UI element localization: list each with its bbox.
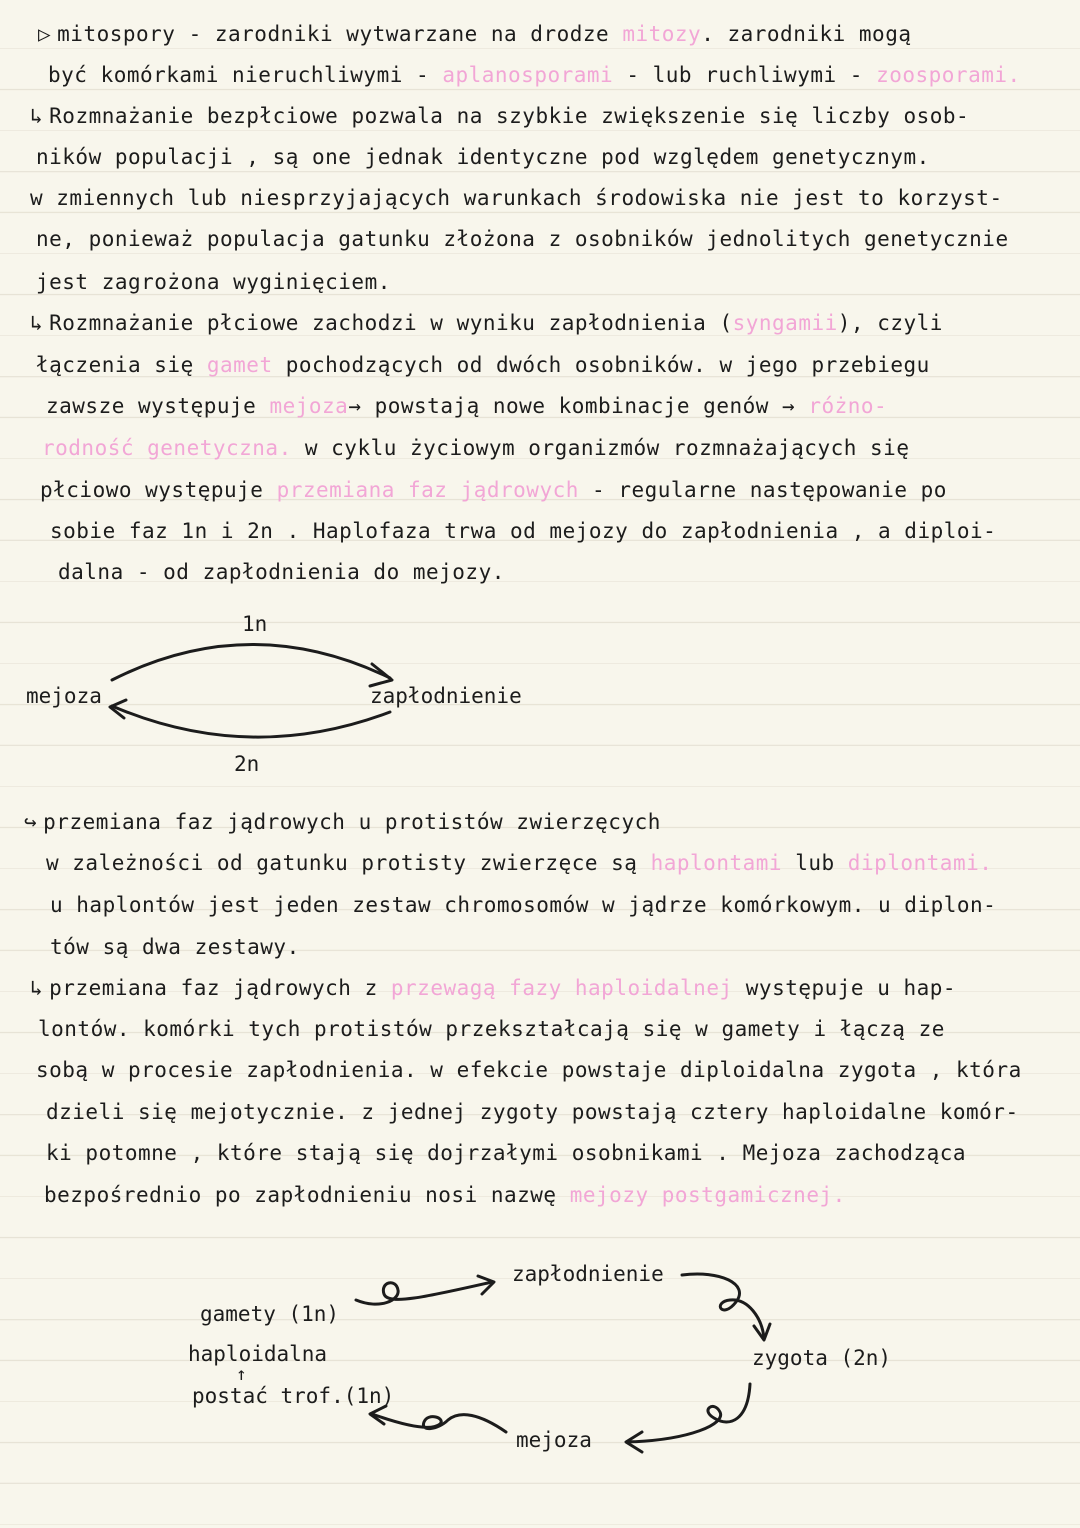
para2-line-1: ↳ Rozmnażanie płciowe zachodzi w wyniku zapłodnienia (syngamii), czyli bbox=[30, 303, 1060, 344]
return-arrow-icon: ↳ bbox=[30, 104, 44, 128]
para1-line-4: ników populacji , są one jednak identyczne pod względem genetycznym. bbox=[36, 145, 930, 169]
para2-line-6: sobie faz 1n i 2n . Haplofaza trwa od mejozy do zapłodnienia , a diploi- bbox=[50, 519, 997, 543]
para3-line-9: bezpośrednio po zapłodnieniu nosi nazwę mejozy postgamicznej. bbox=[44, 1183, 846, 1207]
highlight-term: syngamii bbox=[732, 311, 838, 335]
highlight-term: haplontami bbox=[650, 851, 783, 875]
diagram1-right-label: zapłodnienie bbox=[370, 684, 522, 708]
para3-line-8: ki potomne , które stają się dojrzałymi osobnikami . Mejoza zachodząca bbox=[46, 1141, 967, 1165]
highlight-term: gamet bbox=[206, 353, 273, 377]
triangle-bullet-icon: ▷ bbox=[38, 22, 52, 46]
highlight-term: mejoza bbox=[269, 394, 349, 418]
para1-line-3: ↳ Rozmnażanie bezpłciowe pozwala na szybkie zwiększenie się liczby osob- bbox=[30, 96, 1060, 137]
curved-arrow-icon: ↪ bbox=[24, 810, 38, 834]
highlight-term: przewagą fazy haploidalnej bbox=[390, 976, 733, 1000]
para1-line-2: być komórkami nieruchliwymi - aplanosporami - lub ruchliwymi - zoosporami. bbox=[48, 63, 1021, 87]
diagram2-fertilization-label: zapłodnienie bbox=[512, 1262, 664, 1286]
para1-line-6: ne, ponieważ populacja gatunku złożona z osobników jednolitych genetycznie bbox=[36, 227, 1009, 251]
para1-line-5: w zmiennych lub niesprzyjających warunkach środowiska nie jest to korzyst- bbox=[30, 186, 1003, 210]
return-arrow-icon: ↳ bbox=[30, 976, 44, 1000]
para3-line-6: sobą w procesie zapłodnienia. w efekcie powstaje diploidalna zygota , która bbox=[36, 1058, 1022, 1082]
para3-line-3: tów są dwa zestawy. bbox=[50, 935, 300, 959]
diagram2-haploid-label: haploidalna bbox=[188, 1342, 328, 1366]
highlight-term: mejozy postgamicznej. bbox=[569, 1183, 846, 1207]
para3-heading: ↪ przemiana faz jądrowych u protistów zwierzęcych bbox=[24, 802, 1054, 843]
highlight-term: aplanosporami bbox=[442, 63, 614, 87]
para2-line-5: płciowo występuje przemiana faz jądrowych - regularne następowanie po bbox=[40, 478, 947, 502]
para3-line-1: w zależności od gatunku protisty zwierzęce są haplontami lub diplontami. bbox=[46, 851, 993, 875]
highlight-term: rodność genetyczna. bbox=[42, 436, 292, 460]
return-arrow-icon: ↳ bbox=[30, 311, 44, 335]
diagram2-trophic-label: postać trof.(1n) bbox=[192, 1384, 395, 1408]
para2-line-7: dalna - od zapłodnienia do mejozy. bbox=[58, 560, 505, 584]
diagram1-left-label: mejoza bbox=[26, 684, 102, 708]
arrow-to-haploid bbox=[372, 1414, 506, 1432]
highlight-term: zoosporami. bbox=[876, 63, 1021, 87]
diagram2-gametes-label: gamety (1n) bbox=[200, 1302, 340, 1326]
para3-line-2: u haplontów jest jeden zestaw chromosomów w jądrze komórkowym. u diplon- bbox=[50, 893, 997, 917]
highlight-term: przemiana faz jądrowych bbox=[276, 478, 579, 502]
diagram1-bottom-label: 2n bbox=[234, 752, 260, 776]
arrow-to-fertilization bbox=[356, 1282, 492, 1304]
para3-line-5: lontów. komórki tych protistów przekształcają się w gamety i łączą ze bbox=[38, 1017, 945, 1041]
para2-line-3: zawsze występuje mejoza→ powstają nowe kombinacje genów → różno- bbox=[46, 394, 888, 418]
arrow-to-zygote bbox=[682, 1274, 764, 1338]
para1-line-7: jest zagrożona wyginięciem. bbox=[36, 270, 391, 294]
highlight-term: różno- bbox=[808, 394, 888, 418]
para3-line-7: dzieli się mejotycznie. z jednej zygoty powstają cztery haploidalne komór- bbox=[46, 1100, 1019, 1124]
para2-line-4: rodność genetyczna. w cyklu życiowym organizmów rozmnażających się bbox=[42, 436, 910, 460]
para2-line-2: łączenia się gamet pochodzących od dwóch osobników. w jego przebiegu bbox=[36, 353, 930, 377]
highlight-term: mitozy bbox=[622, 22, 702, 46]
diagram2-meiosis-label: mejoza bbox=[516, 1428, 592, 1452]
diagram1-top-label: 1n bbox=[242, 612, 268, 636]
arrow-to-meiosis bbox=[628, 1384, 750, 1442]
highlight-term: diplontami. bbox=[847, 851, 993, 875]
up-arrow-icon: ↑ bbox=[236, 1364, 247, 1385]
diagram2-zygote-label: zygota (2n) bbox=[752, 1346, 892, 1370]
para3-line-4: ↳ przemiana faz jądrowych z przewagą fazy haploidalnej występuje u hap- bbox=[30, 968, 1060, 1009]
para1-line-1: ▷ mitospory - zarodniki wytwarzane na drodze mitozy. zarodniki mogą bbox=[38, 14, 1068, 55]
